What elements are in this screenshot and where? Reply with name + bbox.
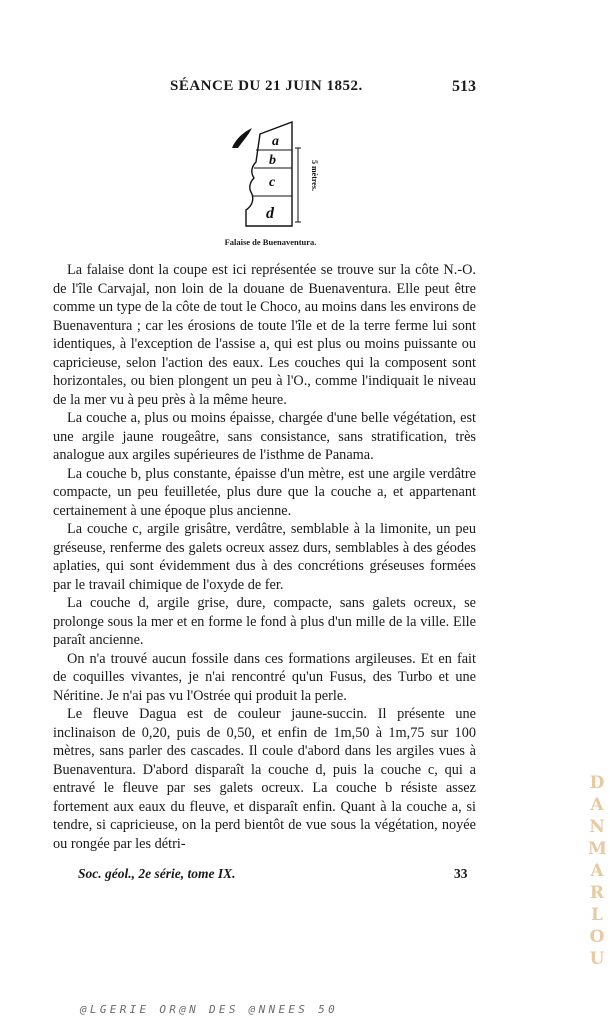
sheet-number: 33 xyxy=(454,866,468,881)
running-header xyxy=(60,78,476,100)
paragraph: On n'a trouvé aucun fossile dans ces formations argileuses. Et en fait de coquilles vivantes, je n'ai rencontré qu'un Fusus, des Turbo et une Néritine. Je n'ai pas vu l'Ostrée qui produit la perle. xyxy=(53,650,476,704)
signature-mark: Soc. géol., 2e série, tome IX. xyxy=(78,866,236,881)
cliff-section-drawing xyxy=(222,118,332,236)
cliff-section-figure xyxy=(222,118,332,236)
side-watermark-letter: D xyxy=(589,773,605,793)
vegetation-mark xyxy=(232,128,252,148)
side-watermark-letter: L xyxy=(591,905,603,925)
paragraph: La couche a, plus ou moins épaisse, chargée d'une belle végétation, est une argile jaune rougeâtre, sans consistance, sans stratification, très analogue aux argiles supérieures de l'isthme de Panama. xyxy=(53,410,476,463)
side-watermark-letter: U xyxy=(589,949,605,969)
side-watermark-letter: O xyxy=(589,927,605,947)
side-watermark xyxy=(588,772,606,970)
page-number: 513 xyxy=(452,78,476,95)
header-title: SÉANCE DU 21 JUIN 1852. xyxy=(170,78,363,94)
figure-caption: Falaise de Buenaventura. xyxy=(224,237,317,247)
scale-label: 5 mètres. xyxy=(310,160,319,191)
paragraph: La couche b, plus constante, épaisse d'un mètre, est une argile verdâtre compacte, un peu feuilletée, plus dure que la couche a, et appartenant certainement à une époque plus ancienne. xyxy=(53,465,476,519)
page-footer xyxy=(78,866,476,884)
label-layer-a: a xyxy=(272,134,279,149)
body-text xyxy=(53,261,476,853)
label-layer-d: d xyxy=(266,205,274,222)
side-watermark-letter: A xyxy=(590,795,604,815)
paragraph: Le fleuve Dagua est de couleur jaune-succin. Il présente une inclinaison de 0,20, puis de 0,50, et enfin de 1m,50 à 1m,75 sur 100 mètres, sans parler des cascades. Il coule d'abord dans les argiles vues à Buenaventura. D'abord disparaît la couche d, puis la couche c, qui a entravé le fleuve par ses galets ocreux. La couche b résiste assez fortement aux eaux du fleuve, et disparaît enfin. Quant à la couche a, si tendre, si capricieuse, on la perd bientôt de vue sous la végétation, noyée ou rongée par les détri- xyxy=(53,706,476,852)
label-layer-c: c xyxy=(269,175,276,190)
side-watermark-letter: A xyxy=(590,861,604,881)
paragraph: La couche c, argile grisâtre, verdâtre, semblable à la limonite, un peu gréseuse, renferme des galets ocreux assez durs, semblables à des géodes aplaties, qui sont évidemment dus à des concrétions gréseuses formées par le travail chimique de l'oxyde de fer. xyxy=(53,521,476,593)
side-watermark-letter: M xyxy=(588,839,607,859)
paragraph: La falaise dont la coupe est ici représentée se trouve sur la côte N.-O. de l'île Carvajal, non loin de la douane de Buenaventura. Elle peut être comme un type de la côte de tout le Choco, au moins dans les environs de Buenaventura ; car les érosions de toute l'île et de la terre ferme lui sont identiques, à l'exception de l'assise a, qui est plus ou moins puissante ou capricieuse, selon l'action des eaux. Les couches qui la composent sont horizontales, ou bien plongent un peu à l'O., comme l'indiquait le niveau de la mer vu à peu près à la même heure. xyxy=(53,262,476,408)
side-watermark-letter: R xyxy=(589,883,605,903)
paragraph: La couche d, argile grise, dure, compacte, sans galets ocreux, se prolonge sous la mer et en forme le fond à plus d'un mille de la ville. Elle paraît ancienne. xyxy=(53,595,476,648)
side-watermark-letter: N xyxy=(589,817,605,837)
label-layer-b: b xyxy=(269,153,276,168)
bottom-watermark: @LGERIE OR@N DES @NNEES 50 xyxy=(80,1003,338,1016)
